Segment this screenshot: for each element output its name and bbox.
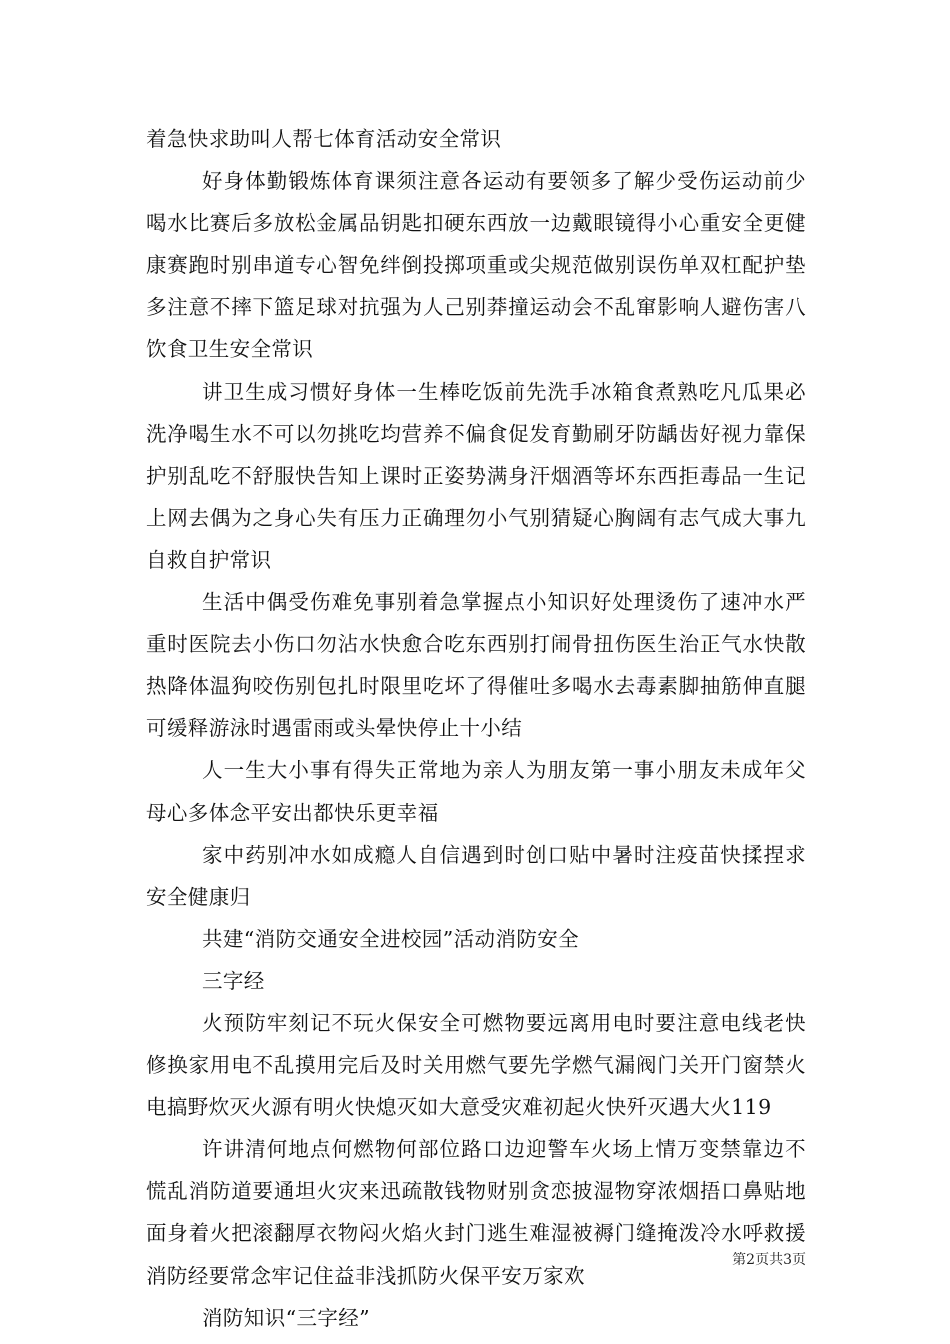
paragraph: 消防知识“三字经” xyxy=(202,1305,371,1330)
page-number: 第2页共3页 xyxy=(732,1252,806,1268)
paragraph: 家中药别冲水如成瘾人自信遇到时创口贴中暑时注疫苗快揉捏求安全健康归 xyxy=(146,842,806,909)
paragraph: 共建“消防交通安全进校园”活动消防安全 xyxy=(202,926,580,951)
paragraph: 火预防牢刻记不玩火保安全可燃物要远离用电时要注意电线老快修换家用电不乱摸用完后及时关用燃气要先学燃气漏阀门关开门窗禁火电搞野炊灭火源有明火快熄灭如大意受灾难初起火快歼灭遇大火119 xyxy=(146,1010,806,1120)
paragraph: 好身体勤锻炼体育课须注意各运动有要领多了解少受伤运动前少喝水比赛后多放松金属品钥匙扣硬东西放一边戴眼镜得小心重安全更健康赛跑时别串道专心智免绊倒投掷项重或尖规范做别误伤单双杠配护垫多注意不摔下篮足球对抗强为人己别莽撞运动会不乱窜影响人避伤害八饮食卫生安全常识 xyxy=(146,169,806,362)
paragraph: 讲卫生成习惯好身体一生棒吃饭前先洗手冰箱食煮熟吃凡瓜果必洗净喝生水不可以勿挑吃均营养不偏食促发育勤刷牙防龋齿好视力靠保护别乱吃不舒服快告知上课时正姿势满身汗烟酒等坏东西拒毒品一生记上网去偶为之身心失有压力正确理勿小气别猜疑心胸阔有志气成大事九自救自护常识 xyxy=(146,379,806,572)
paragraph: 许讲清何地点何燃物何部位路口边迎警车火场上情万变禁靠边不慌乱消防道要通坦火灾来迅疏散钱物财别贪恋披湿物穿浓烟捂口鼻贴地面身着火把滚翻厚衣物闷火焰火封门逃生难湿被褥门缝掩泼冷水呼救援消防经要常念牢记住益非浅抓防火保平安万家欢 xyxy=(146,1137,806,1288)
paragraph: 人一生大小事有得失正常地为亲人为朋友第一事小朋友未成年父母心多体念平安出都快乐更幸福 xyxy=(146,758,806,825)
paragraph: 着急快求助叫人帮七体育活动安全常识 xyxy=(146,127,502,151)
document-body xyxy=(146,118,806,1339)
paragraph: 三字经 xyxy=(202,968,265,993)
paragraph: 生活中偶受伤难免事别着急掌握点小知识好处理烫伤了速冲水严重时医院去小伤口勿沾水快愈合吃东西别打闹骨扭伤医生治正气水快散热降体温狗咬伤别包扎时限里吃坏了得催吐多喝水去毒素脚抽筋伸直腿可缓释游泳时遇雷雨或头晕快停止十小结 xyxy=(146,590,806,741)
